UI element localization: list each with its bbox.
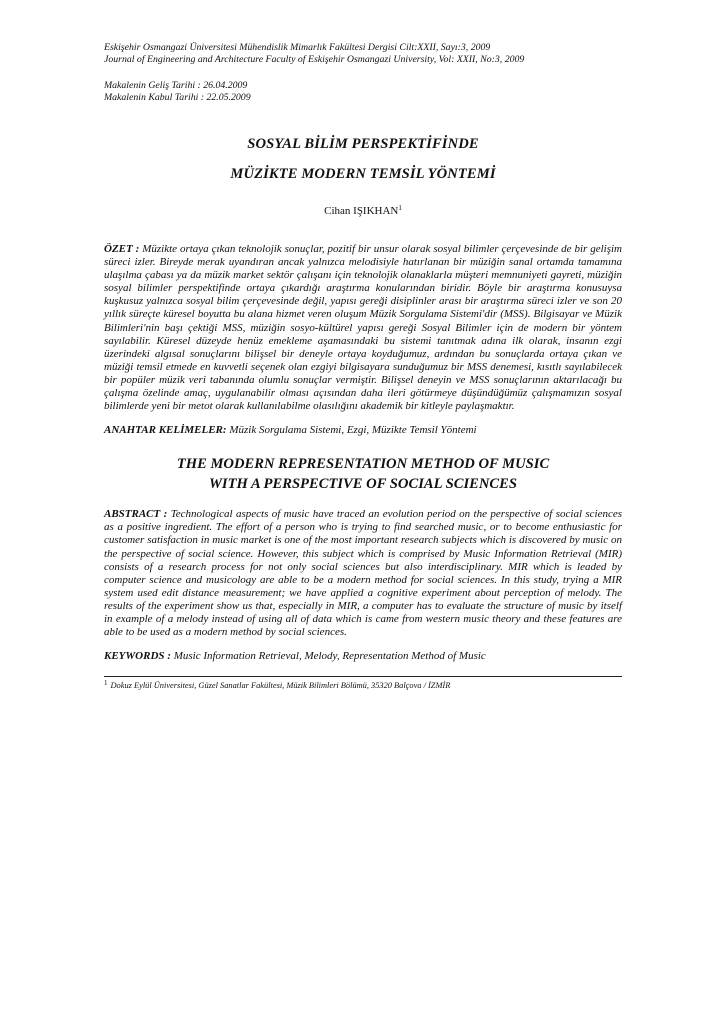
abstract-english-label: ABSTRACT : <box>104 508 168 521</box>
title-english-line2: WITH A PERSPECTIVE OF SOCIAL SCIENCES <box>208 476 518 493</box>
abstract-english <box>104 508 622 639</box>
author <box>104 204 622 218</box>
title-turkish-line2: MÜZİKTE MODERN TEMSİL YÖNTEMİ <box>230 166 496 182</box>
journal-header-tr: Eskişehir Osmangazi Üniversitesi Mühendislik Mimarlık Fakültesi Dergisi Cilt:XXII, Sayı:3, 2009 <box>104 42 491 53</box>
keywords-english-text: Music Information Retrieval, Melody, Representation Method of Music <box>173 650 486 663</box>
abstract-turkish-label: ÖZET : <box>104 243 140 255</box>
abstract-english-text: Technological aspects of music have traced an evolution period on the perspective of social sciences as a positive ingredient. The effort of a person who is trying to find searched music, or to become enthusiastic for customer satisfaction in music market is one of the most important research subjects which is discovered by music on the perspective of social science. However, this subject which is comprised by Music Information Retrieval (MIR) consists of a research process for not only social sciences but also interdisciplinary. MIR which is leaded by computer science and musicology are able to be a modern method for social sciences. In this study, trying a MIR system used edit distance measurement; we have applied a cognitive experiment about perception of melody. The results of the experiment show us that, especially in MIR, a computer has to evaluate the structure of music by itself in example of a melody instead of using all of data which is came from western music theory and these features are able to be used as a modern method by social sciences. <box>104 508 623 639</box>
keywords-english-label: KEYWORDS : <box>104 650 171 663</box>
footnote-mark: 1 <box>104 679 108 688</box>
footnote-divider <box>104 676 622 677</box>
author-footnote-mark: 1 <box>398 204 402 212</box>
abstract-turkish-text: Müzikte ortaya çıkan teknolojik sonuçlar, pozitif bir unsur olarak sosyal bilimler çerçevesinde de bir gelişim süreci izler. Bireyde merak uyandıran ancak yalnızca melodisiyle hatırlanan bir müziğin sanal ortamda tamamına ulaşılma çabası ya da müzik market sektör çalışanı için teknolojik olanaklarla müşteri memnuniyeti gayreti, müziğin sosyal bilimler perspektifinde ortaya çıkardığı araştırma konularından biridir. Böyle bir araştırma konusuysa kuşkusuz yalnızca sosyal bilim çerçevesinde değil, yapısı gereği disiplinler arası bir araştırma süreci izler ve son 20 yıllık süreçte küresel boyutta bu alana hizmet veren oluşum Müzik Sorgulama Sistemi'dir (MSS). Bilgisayar ve Müzik Bilimleri'nin başı çektiği MSS, müziğin sosyo-kültürel yapısı gereği Sosyal Bilimler için de modern bir yöntem sayılabilir. Küresel düzeyde henüz emekleme aşamasındaki bu sistemi tanıtmak adına ilk olarak, insanın ezgi üzerindeki algısal sonuçlarını bilişsel bir deneyle ortaya koyduğumuz, ardından bu sonuçlarda ortaya çıkan ve müziği temsil etmede en kuvvetli seçenek olan ezgiyi bilgisayara sunduğumuz bir MSS denemesi, kısıtlı sayılabilecek bir popüler müzik veri tabanında olumlu sonuçlar vermiştir. Bilişsel deneyin ve MSS sonuçlarının aktarılacağı bu çalışma özelinde amaç, uygulanabilir olması açısından daha ileri götürmeye düşündüğümüz çalışmamızın sosyal bilimlerde yeni bir metot olarak kullanılabilme olasılığını akademik bir kitleyle paylaşmaktır. <box>104 243 622 413</box>
journal-header-en: Journal of Engineering and Architecture Faculty of Eskişehir Osmangazi University, Vol: XXII, No:3, 2009 <box>104 54 525 65</box>
title-english <box>104 454 622 494</box>
title-turkish <box>104 135 622 184</box>
keywords-turkish-text: Müzik Sorgulama Sistemi, Ezgi, Müzikte Temsil Yöntemi <box>229 424 477 437</box>
keywords-turkish-label: ANAHTAR KELİMELER: <box>104 424 227 437</box>
footnote <box>104 680 622 691</box>
received-date: Makalenin Geliş Tarihi : 26.04.2009 <box>104 80 248 91</box>
article-dates <box>104 80 622 104</box>
keywords-turkish <box>104 424 622 437</box>
title-english-line1: THE MODERN REPRESENTATION METHOD OF MUSIC <box>176 456 550 473</box>
author-name: Cihan IŞIKHAN <box>324 205 399 217</box>
accepted-date: Makalenin Kabul Tarihi : 22.05.2009 <box>104 92 251 103</box>
keywords-english <box>104 650 622 663</box>
footnote-text: Dokuz Eylül Üniversitesi, Güzel Sanatlar Fakültesi, Müzik Bilimleri Bölümü, 35320 Balçova / İZMİR <box>110 681 451 691</box>
paper-page <box>104 42 622 691</box>
abstract-turkish <box>104 243 622 413</box>
title-turkish-line1: SOSYAL BİLİM PERSPEKTİFİNDE <box>247 136 479 152</box>
